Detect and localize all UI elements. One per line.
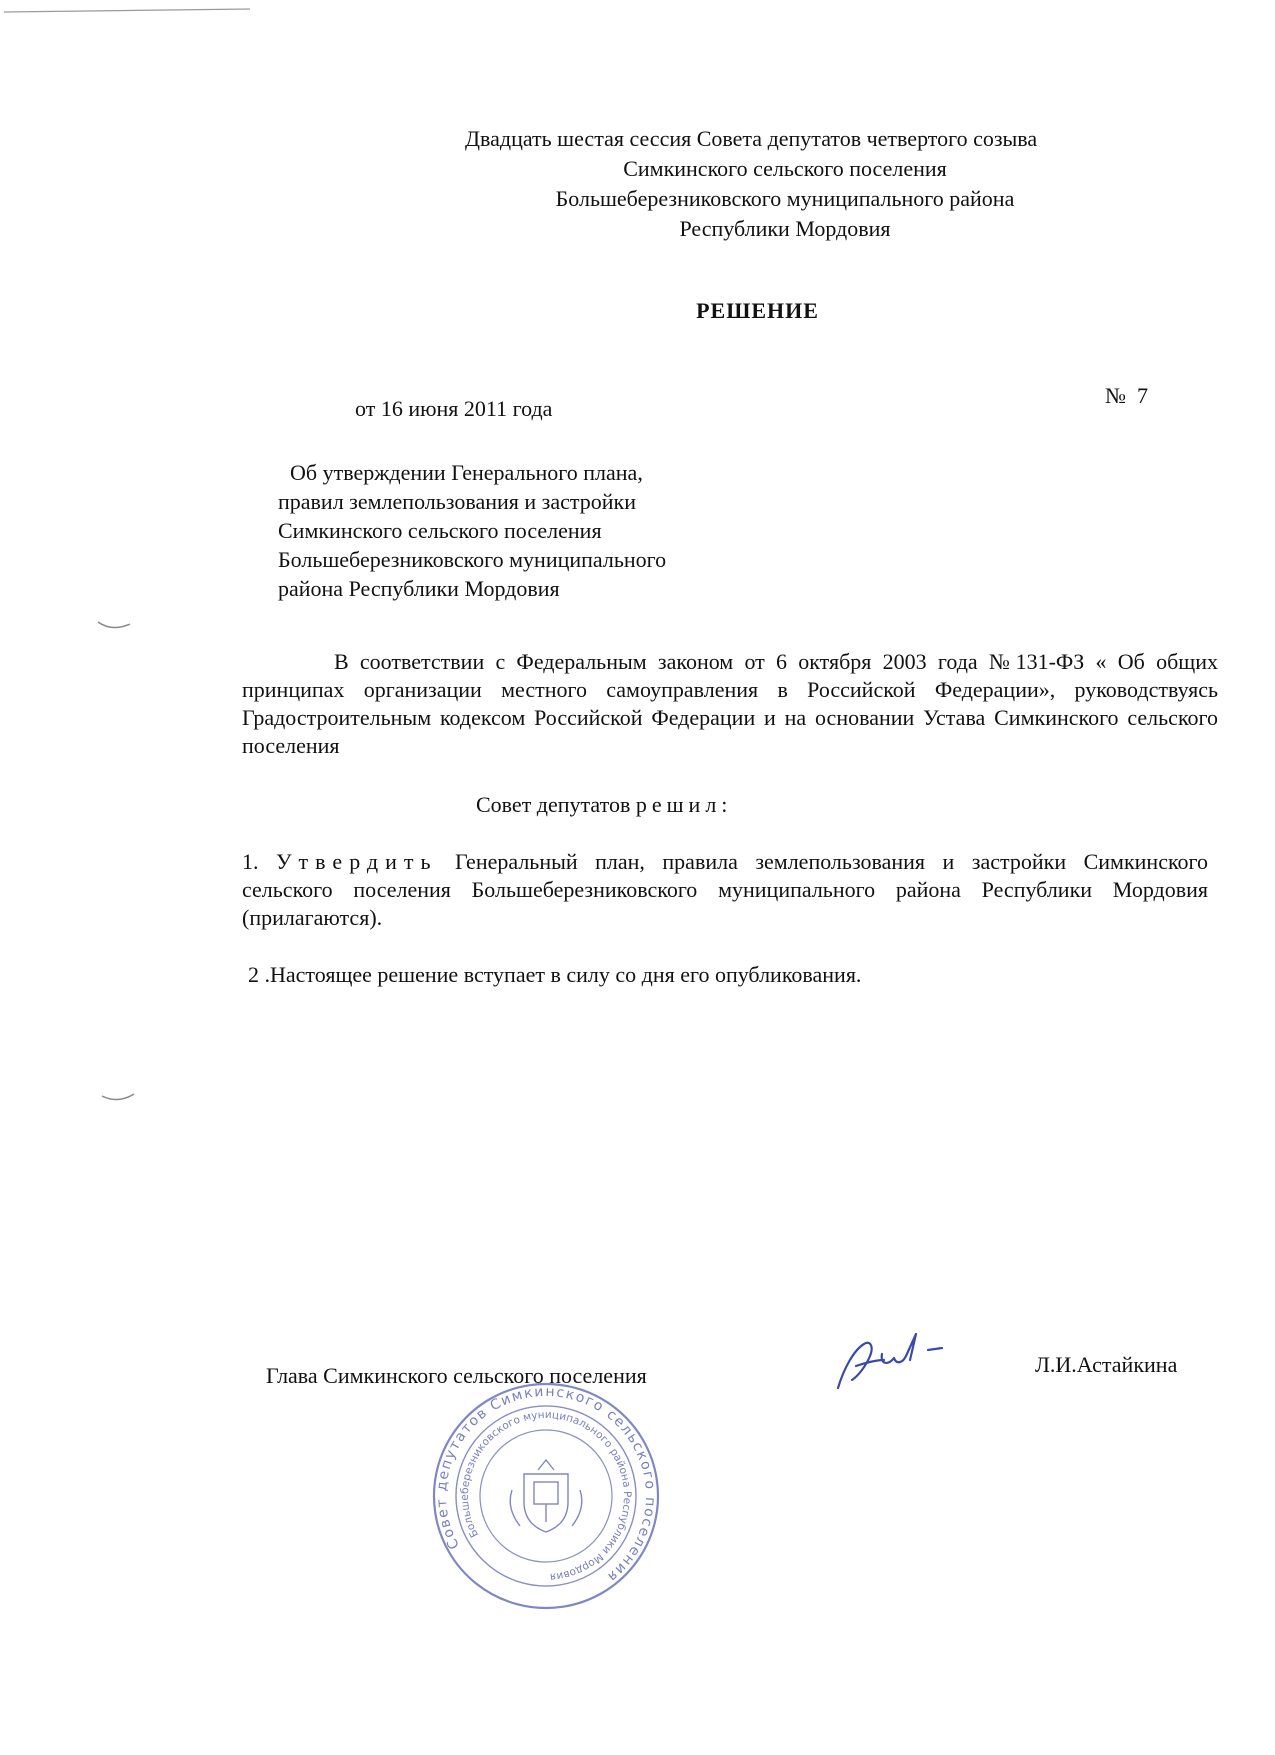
punch-hole-mark xyxy=(96,618,136,634)
subject-line: района Республики Мордовия xyxy=(278,576,560,601)
document-date: от 16 июня 2011 года xyxy=(355,396,553,421)
preamble-paragraph xyxy=(242,648,1218,760)
stamp-inner-text: Большеберезниковского муниципального района Республики Мордовия xyxy=(458,1408,634,1583)
header-republic-line: Республики Мордовия xyxy=(679,216,891,241)
scan-edge-mark xyxy=(0,0,260,20)
handwritten-signature xyxy=(830,1320,960,1400)
svg-text:Большеберезниковского муниципа xyxy=(428,1378,664,1614)
document-title: РЕШЕНИЕ xyxy=(696,298,819,323)
council-verb: решил: xyxy=(635,792,733,817)
punch-hole-mark xyxy=(100,1090,140,1106)
subject-line: Симкинского сельского поселения xyxy=(278,518,602,543)
preamble-text: В соответствии с Федеральным законом от 6 октября 2003 года №131-ФЗ « Об общих принципах организации местного самоуправления в Российской Федерации», руководствуясь Градостроительным кодексом Российской Федерации и на основании Устава Симкинского сельского поселения xyxy=(242,649,1218,758)
subject-line: правил землепользования и застройки xyxy=(278,489,636,514)
header-district-line: Большеберезниковского муниципального района xyxy=(555,186,1015,211)
decision-item-1 xyxy=(242,848,1208,932)
stamp-outer-text: Совет депутатов Симкинского сельского поселения xyxy=(433,1383,659,1586)
header-settlement-line: Симкинского сельского поселения xyxy=(623,156,947,181)
subject-line: Большеберезниковского муниципального xyxy=(278,547,667,572)
signatory-position: Глава Симкинского сельского поселения xyxy=(266,1363,647,1388)
signatory-name: Л.И.Астайкина xyxy=(1035,1352,1178,1377)
document-header xyxy=(420,124,1150,244)
document-subject xyxy=(278,458,666,603)
coat-of-arms-emblem xyxy=(510,1460,582,1532)
item-number: 1. xyxy=(242,849,259,874)
item-verb: Утвердить xyxy=(275,849,438,874)
document-number: № 7 xyxy=(1105,383,1148,408)
subject-line: Об утверждении Генерального плана, xyxy=(290,460,643,485)
decision-item-2: 2 .Настоящее решение вступает в силу со дня его опубликования. xyxy=(248,962,862,987)
official-stamp xyxy=(428,1378,664,1614)
item-text: Генеральный план, правила землепользования и застройки Симкинского сельского поселения Большеберезниковского муниципального района Республики Мордовия (прилагаются). xyxy=(242,849,1209,930)
council-prefix: Совет депутатов xyxy=(476,792,636,817)
council-decision-line xyxy=(476,792,732,818)
header-session-line: Двадцать шестая сессия Совета депутатов четвертого созыва xyxy=(465,126,1038,151)
